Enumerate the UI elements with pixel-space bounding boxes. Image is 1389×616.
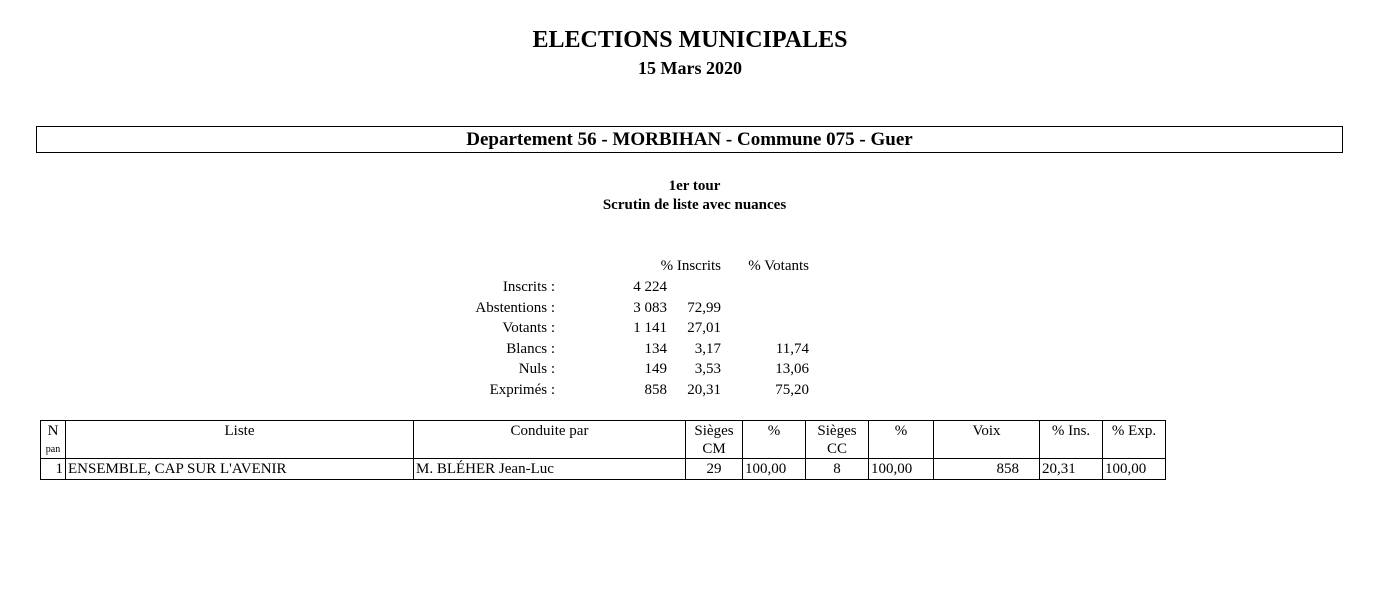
stat-pct-inscrits: 3,53 (694, 361, 721, 377)
stat-pct-inscrits: 20,31 (687, 382, 721, 398)
col-header-blank (66, 441, 414, 459)
cell-pct-exp: 100,00 (1103, 459, 1166, 480)
stat-value: 3 083 (633, 300, 667, 316)
col-header-pct-exp: % Exp. (1103, 421, 1166, 442)
col-header-pct-ins: % Ins. (1040, 421, 1103, 442)
col-header-pct-inscrits: % Inscrits (660, 258, 721, 274)
cell-conduite: M. BLÉHER Jean-Luc (414, 459, 686, 480)
col-header-cc: CC (806, 441, 869, 459)
col-header-sieges-cm: Sièges (686, 421, 743, 442)
cell-voix: 858 (934, 459, 1040, 480)
stat-pct-votants: 13,06 (775, 361, 809, 377)
col-header-pct-cc: % (869, 421, 934, 442)
stat-label: Exprimés : (489, 382, 555, 398)
round-label: 1er tour (668, 178, 721, 194)
table-header-row-2 (41, 441, 1166, 459)
table-header-row (41, 421, 1166, 442)
stat-label: Inscrits : (502, 279, 555, 295)
col-header-blank (934, 441, 1040, 459)
stat-label: Nuls : (518, 361, 555, 377)
cell-liste: ENSEMBLE, CAP SUR L'AVENIR (66, 459, 414, 480)
stat-value: 1 141 (633, 320, 667, 336)
cell-pct-ins: 20,31 (1040, 459, 1103, 480)
commune-header: Departement 56 - MORBIHAN - Commune 075 - Guer (36, 126, 1343, 153)
col-header-blank (1103, 441, 1166, 459)
col-header-blank (414, 441, 686, 459)
col-header-voix: Voix (934, 421, 1040, 442)
col-header-n: N (41, 421, 66, 442)
col-header-pct-votants: % Votants (748, 258, 809, 274)
stat-value: 134 (644, 341, 667, 357)
stat-value: 4 224 (633, 279, 667, 295)
stat-value: 858 (644, 382, 667, 398)
stat-value: 149 (644, 361, 667, 377)
col-header-sieges-cc: Sièges (806, 421, 869, 442)
scrutin-type: Scrutin de liste avec nuances (602, 197, 787, 213)
col-header-pan: pan (41, 441, 66, 459)
stat-pct-inscrits: 72,99 (687, 300, 721, 316)
stat-pct-votants: 75,20 (775, 382, 809, 398)
results-table (40, 420, 1166, 480)
stat-label: Blancs : (506, 341, 555, 357)
stat-label: Abstentions : (475, 300, 555, 316)
col-header-conduite: Conduite par (414, 421, 686, 442)
cell-n: 1 (41, 459, 66, 480)
election-date: 15 Mars 2020 (638, 58, 742, 78)
col-header-blank (869, 441, 934, 459)
col-header-liste: Liste (66, 421, 414, 442)
cell-sieges-cm: 29 (686, 459, 743, 480)
table-row (41, 459, 1166, 480)
page-title: ELECTIONS MUNICIPALES (532, 27, 848, 53)
stat-pct-inscrits: 27,01 (687, 320, 721, 336)
stat-pct-votants: 11,74 (775, 341, 809, 357)
stat-label: Votants : (502, 320, 555, 336)
col-header-pct-cm: % (743, 421, 806, 442)
cell-pct-cc: 100,00 (869, 459, 934, 480)
col-header-blank (743, 441, 806, 459)
col-header-blank (1040, 441, 1103, 459)
col-header-cm: CM (686, 441, 743, 459)
cell-pct-cm: 100,00 (743, 459, 806, 480)
stat-pct-inscrits: 3,17 (694, 341, 721, 357)
cell-sieges-cc: 8 (806, 459, 869, 480)
